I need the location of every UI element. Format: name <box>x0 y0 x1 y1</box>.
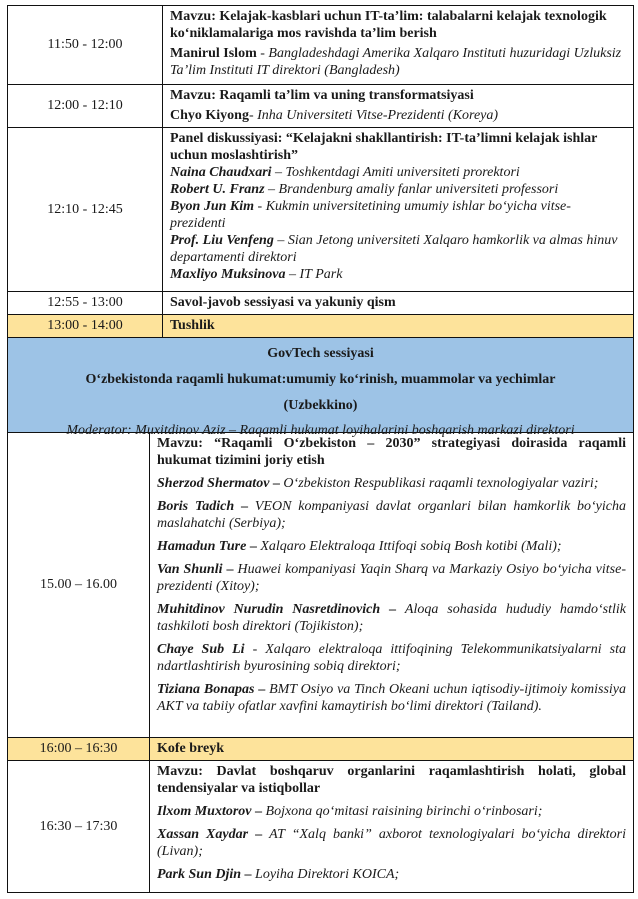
speaker-entry <box>170 181 626 198</box>
time-cell: 16:30 – 17:30 <box>8 761 150 892</box>
speaker-separator: – <box>234 499 255 514</box>
speaker-entry <box>157 681 626 715</box>
speaker-role: Kukmin universitetining umumiy ishlar bo‘yicha vitse-prezidenti <box>170 199 571 231</box>
agenda-row-break <box>8 315 633 338</box>
speaker-role: AT “Xalq banki” axborot texnologiyalari bo‘yicha direktori (Livan); <box>157 827 626 859</box>
topic-title: Panel diskussiyasi: “Kelajakni shakllantirish: IT-ta’limni kelajak ishlar uchun moslashtirish” <box>170 131 598 163</box>
speaker-name: Chyo Kiyong <box>170 108 249 123</box>
speaker-separator: – <box>222 562 238 577</box>
time-cell: 11:50 - 12:00 <box>8 6 163 84</box>
speaker-name: Robert U. Franz <box>170 182 265 197</box>
speaker-name: Van Shunli <box>157 562 223 577</box>
speaker-name: Naina Chaudxari <box>170 165 272 180</box>
speaker-role: Aloqa sohasida hududiy hamdo‘stlik tashkiloti bosh direktori (Tojikiston); <box>157 602 627 634</box>
time-cell: 12:00 - 12:10 <box>8 85 163 127</box>
speaker-separator: – <box>269 476 284 491</box>
speaker-role: Huawei kompaniyasi Yaqin Sharq va Markaziy Osiyo bo‘yicha vitse-prezidenti (Xitoy); <box>157 562 627 594</box>
speaker-role: Xalqaro Elektraloqa Ittifoqi sobiq Bosh kotibi (Mali); <box>260 539 562 554</box>
speaker-role: Brandenburg amaliy fanlar universiteti professori <box>278 182 559 197</box>
speaker-name: Tiziana Bonapas <box>157 682 255 697</box>
speaker-name: Boris Tadich <box>157 499 235 514</box>
speaker-separator: – <box>271 165 286 180</box>
speaker-separator: – <box>248 827 270 842</box>
content-cell <box>150 433 633 737</box>
topic-title: Savol-javob sessiyasi va yakuniy qism <box>170 295 396 310</box>
time-cell: 13:00 - 14:00 <box>8 315 163 337</box>
session-venue: (Uzbekkino) <box>283 398 358 413</box>
topic-title: Mavzu: Davlat boshqaruv organlarini raqamlashtirish holati, global tendensiyalar va istiqbollar <box>157 764 626 796</box>
speaker-name: Ilxom Muxtorov <box>157 804 252 819</box>
time-cell: 12:10 - 12:45 <box>8 128 163 291</box>
speaker-role: O‘zbekiston Respublikasi raqamli texnologiyalar vaziri; <box>283 476 599 491</box>
speaker-entry <box>157 803 626 820</box>
agenda-row <box>8 85 633 128</box>
agenda-table <box>7 5 634 893</box>
speaker-name: Manirul Islom <box>170 46 257 61</box>
speaker-name: Sherzod Shermatov <box>157 476 270 491</box>
speaker-separator: - <box>248 108 258 123</box>
speaker-entry <box>170 164 626 181</box>
time-cell: 16:00 – 16:30 <box>8 738 150 760</box>
speaker-entry <box>157 538 626 555</box>
speaker-entry <box>157 475 626 492</box>
time-cell: 12:55 - 13:00 <box>8 292 163 314</box>
speaker-separator: - <box>254 199 266 214</box>
content-cell <box>163 85 633 127</box>
speaker-entry <box>157 641 626 675</box>
speaker-role: Toshkentdagi Amiti universiteti prorektori <box>285 165 520 180</box>
speaker-name: Hamadun Ture <box>157 539 247 554</box>
topic-title: Mavzu: “Raqamli O‘zbekiston – 2030” strategiyasi doirasida raqamli hukumat tizimini joriy etish <box>157 436 626 468</box>
agenda-row <box>8 761 633 893</box>
speaker-entry <box>170 107 626 124</box>
agenda-row <box>8 292 633 315</box>
speaker-role: Loyiha Direktori KOICA; <box>255 867 400 882</box>
session-moderator: Moderator: Muxitdinov Aziz – Raqamli hukumat loyihalarini boshqarish markazi direktori <box>66 423 575 438</box>
speaker-entry <box>157 601 626 635</box>
speaker-separator: – <box>241 867 256 882</box>
speaker-separator: – <box>264 182 279 197</box>
speaker-role: Xalqaro elektraloqa ittifoqining Telekommunikatsiyalarni sta ndartlashtirish byurosining sobiq direktori; <box>157 642 626 674</box>
session-header <box>8 338 633 438</box>
agenda-row <box>8 128 633 292</box>
speaker-entry <box>157 561 626 595</box>
speaker-name: Byon Jun Kim <box>170 199 255 214</box>
content-cell <box>150 761 633 892</box>
time-cell: 15.00 – 16.00 <box>8 433 150 737</box>
speaker-name: Chaye Sub Li <box>157 642 245 657</box>
speaker-separator: – <box>254 682 270 697</box>
speaker-separator: – <box>251 804 266 819</box>
content-cell <box>163 315 633 337</box>
speaker-name: Park Sun Djin <box>157 867 242 882</box>
speaker-entry <box>170 198 626 232</box>
topic-title: Tushlik <box>170 318 215 333</box>
agenda-row-break <box>8 738 633 761</box>
speaker-role: Sian Jetong universiteti Xalqaro hamkorlik va almas hinuv departamenti direktori <box>170 233 618 265</box>
speaker-entry <box>170 45 626 79</box>
speaker-role: IT Park <box>299 267 343 282</box>
speaker-name: Muhitdinov Nurudin Nasretdinovich <box>157 602 381 617</box>
speaker-entry <box>157 498 626 532</box>
speaker-role: VEON kompaniyasi davlat organlari bilan hamkorlik bo‘yicha maslahatchi (Serbiya); <box>157 499 626 531</box>
speaker-separator: - <box>244 642 266 657</box>
speaker-entry <box>157 826 626 860</box>
speaker-role: Bangladeshdagi Amerika Xalqaro Instituti huzuridagi Uzluksiz Ta’lim Instituti IT direktori (Bangladesh) <box>170 46 622 78</box>
content-cell <box>163 292 633 314</box>
content-cell <box>163 128 633 291</box>
speaker-separator: – <box>285 267 300 282</box>
speaker-role: BMT Osiyo va Tinch Okeani uchun iqtisodiy-ijtimoiy komissiya AKT va tabiiy ofatlar xavfini kamaytirish bo‘limi direktori (Tailand). <box>157 682 626 714</box>
content-cell <box>150 738 633 760</box>
speaker-separator: – <box>273 233 288 248</box>
topic-title: Mavzu: Kelajak-kasblari uchun IT-ta’lim: talabalarni kelajak texnologik ko‘niklamalariga mos ravishda ta’lim berish <box>170 9 607 41</box>
agenda-row <box>8 433 633 738</box>
speaker-name: Xassan Xaydar <box>157 827 249 842</box>
agenda-row <box>8 6 633 85</box>
speaker-role: Inha Universiteti Vitse-Prezidenti (Koreya) <box>257 108 499 123</box>
speaker-entry <box>170 232 626 266</box>
topic-title: Kofe breyk <box>157 741 225 756</box>
topic-title: Mavzu: Raqamli ta’lim va uning transformatsiyasi <box>170 88 474 103</box>
speaker-name: Maxliyo Muksinova <box>170 267 286 282</box>
speaker-separator: – <box>380 602 405 617</box>
speaker-name: Prof. Liu Venfeng <box>170 233 274 248</box>
session-subtitle: O‘zbekistonda raqamli hukumat:umumiy ko‘rinish, muammolar va yechimlar <box>85 372 556 387</box>
speaker-entry <box>157 866 626 883</box>
speaker-separator: - <box>256 46 269 61</box>
content-cell <box>163 6 633 84</box>
speaker-entry <box>170 266 626 283</box>
speaker-separator: – <box>246 539 261 554</box>
speaker-role: Bojxona qo‘mitasi raisining birinchi o‘rinbosari; <box>265 804 543 819</box>
session-title: GovTech sessiyasi <box>267 346 374 361</box>
